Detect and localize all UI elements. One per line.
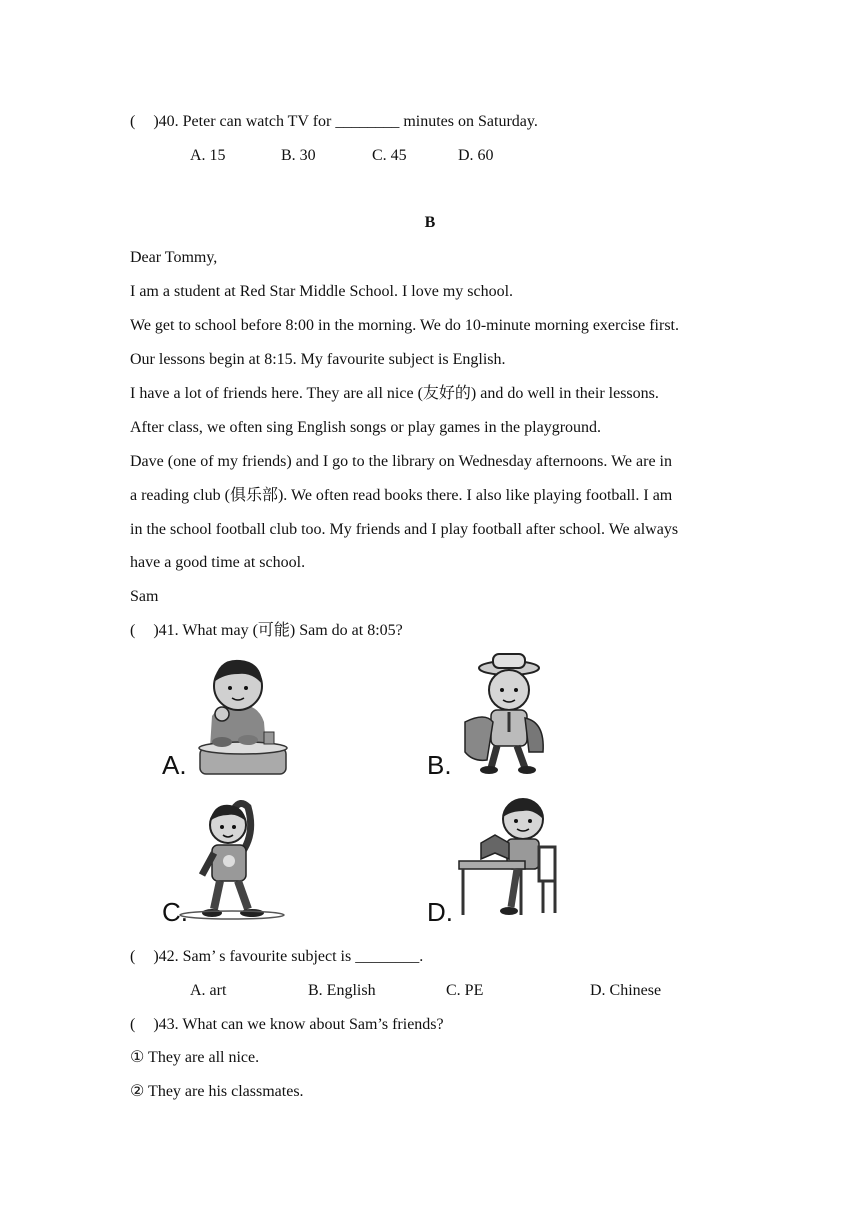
section-title: B — [424, 214, 436, 231]
question-43-stem: )43. What can we know about Sam’s friends? — [153, 1016, 444, 1033]
q43-statement-2: ② They are his classmates. — [130, 1083, 304, 1100]
question-40 — [130, 112, 538, 132]
boy-going-to-school-icon — [425, 652, 565, 780]
letter-line: a reading club (俱乐部). We often read books there. I also like playing football. I am — [130, 487, 673, 504]
picture-label-b: B. — [427, 750, 452, 780]
q40-option-b: B. 30 — [281, 147, 316, 164]
answer-bracket: ( — [130, 622, 136, 639]
q40-option-c: C. 45 — [372, 147, 407, 164]
letter-line: Dear Tommy, — [130, 249, 218, 266]
picture-label-a: A. — [162, 750, 187, 780]
q42-option-c: C. PE — [446, 982, 484, 999]
q42-option-a: A. art — [190, 982, 227, 999]
question-41-stem: )41. What may (可能) Sam do at 8:05? — [153, 622, 403, 639]
q40-option-a: A. 15 — [190, 147, 226, 164]
letter-line: Dave (one of my friends) and I go to the library on Wednesday afternoons. We are in — [130, 453, 672, 470]
q43-statement-1: ① They are all nice. — [130, 1049, 260, 1066]
question-43 — [130, 1015, 444, 1035]
question-41 — [130, 621, 403, 641]
letter-line: in the school football club too. My friends and I play football after school. We always — [130, 521, 679, 538]
letter-line: I have a lot of friends here. They are all nice (友好的) and do well in their lessons. — [130, 385, 659, 402]
picture-label-c: C. — [162, 897, 188, 923]
q42-option-b: B. English — [308, 982, 376, 999]
letter-line: have a good time at school. — [130, 554, 306, 571]
letter-line: After class, we often sing English songs or play games in the playground. — [130, 419, 602, 436]
letter-line: Our lessons begin at 8:15. My favourite subject is English. — [130, 351, 506, 368]
picture-label-d: D. — [427, 897, 453, 923]
question-40-stem: )40. Peter can watch TV for ________ minutes on Saturday. — [153, 113, 538, 130]
letter-line: I am a student at Red Star Middle School. I love my school. — [130, 283, 514, 300]
boy-doing-exercise-icon — [160, 795, 300, 923]
answer-bracket: ( — [130, 1016, 136, 1033]
q40-option-d: D. 60 — [458, 147, 494, 164]
answer-bracket: ( — [130, 113, 136, 130]
question-42 — [130, 947, 423, 967]
answer-bracket: ( — [130, 948, 136, 965]
boy-reading-at-desk-icon — [425, 795, 565, 923]
q42-option-d: D. Chinese — [590, 982, 662, 999]
letter-line: We get to school before 8:00 in the morning. We do 10-minute morning exercise first. — [130, 317, 679, 334]
question-42-stem: )42. Sam’ s favourite subject is ________. — [153, 948, 424, 965]
boy-eating-breakfast-icon — [160, 652, 300, 780]
letter-signature: Sam — [130, 588, 159, 605]
